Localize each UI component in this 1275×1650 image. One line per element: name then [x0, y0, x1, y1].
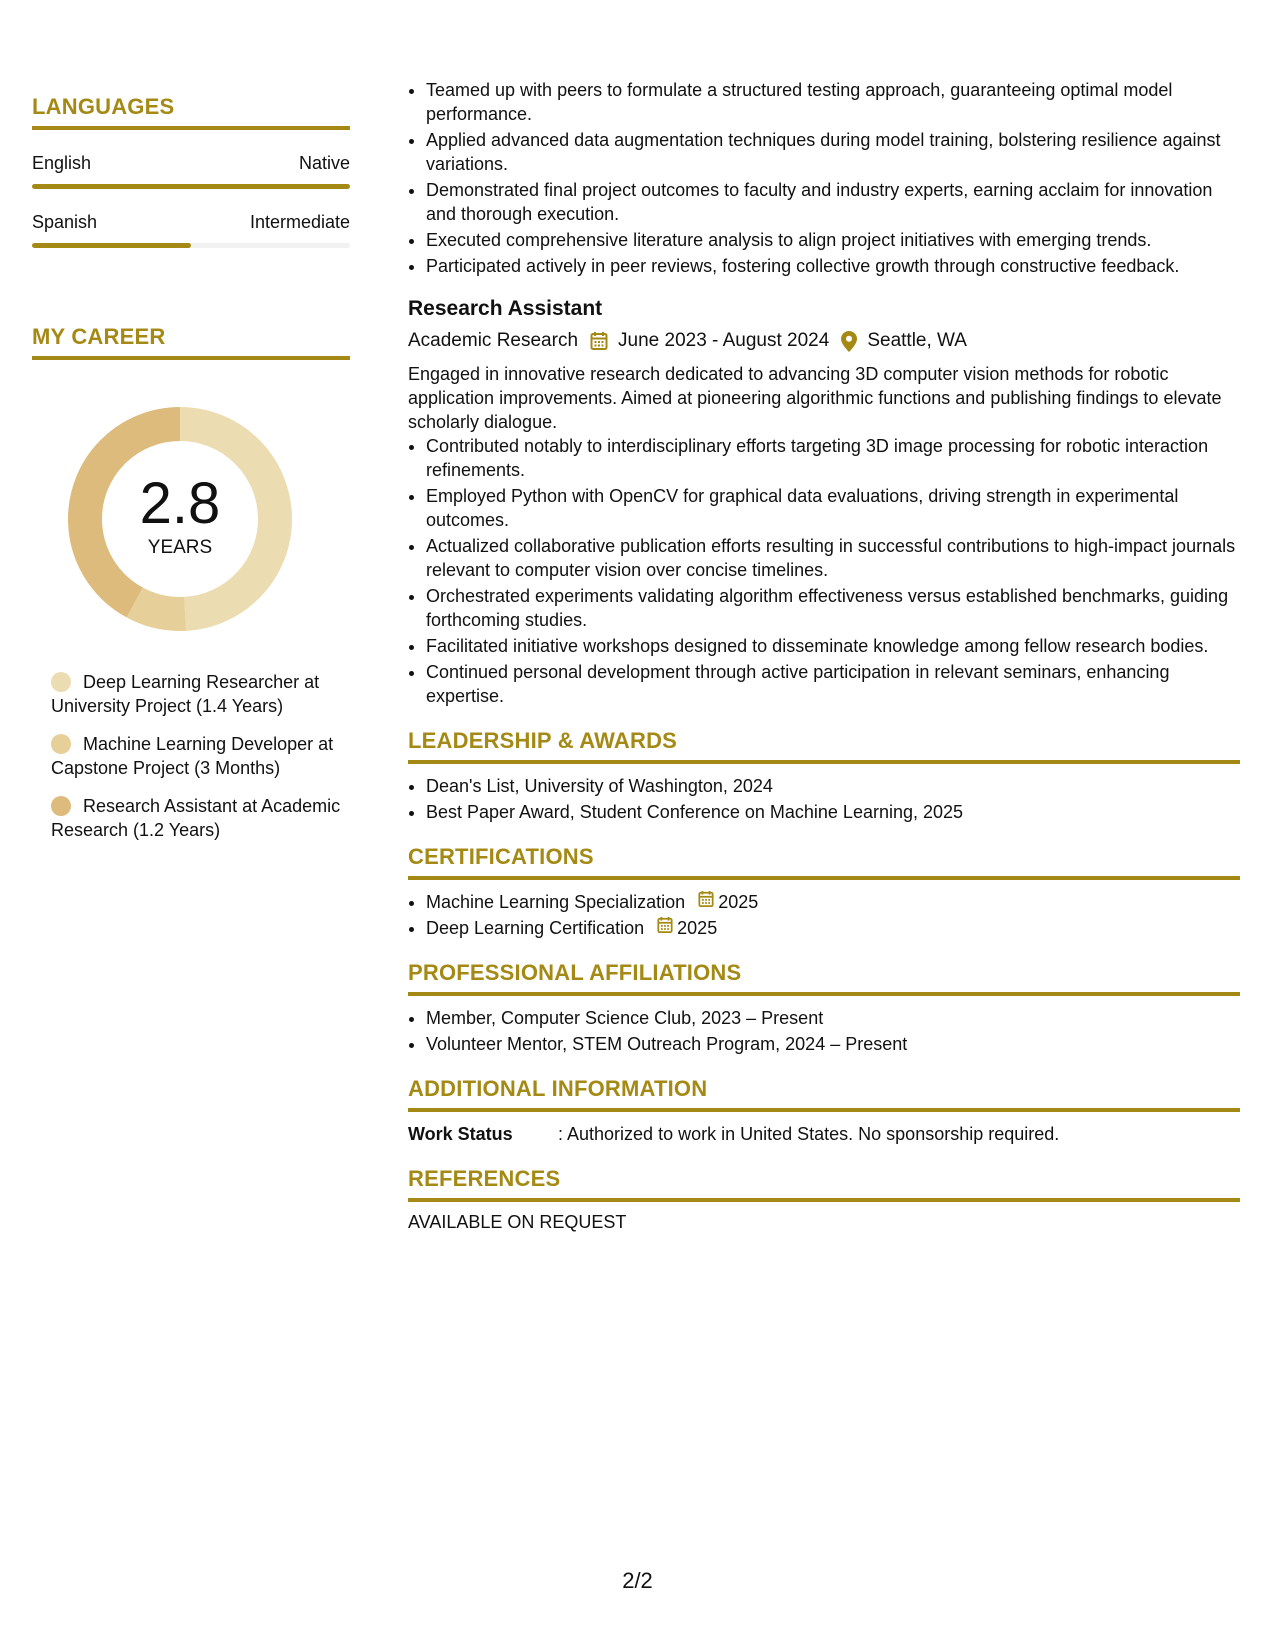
list-item: • Participated actively in peer reviews, fostering collective growth through constructive feedback. [426, 254, 1240, 278]
work-status-value: : Authorized to work in United States. No sponsorship required. [558, 1124, 1060, 1144]
calendar-icon [590, 331, 608, 351]
legend-label: Research Assistant at Academic Research (1.2 Years) [51, 796, 341, 840]
list-item: • Contributed notably to interdisciplinary efforts targeting 3D image processing for robotic interaction refinements. [426, 434, 1240, 482]
job-dates: June 2023 - August 2024 [618, 330, 830, 351]
language-proficiency-bar [32, 243, 350, 248]
list-item: • Continued personal development through active participation in relevant seminars, enhancing expertise. [426, 660, 1240, 708]
affiliations-section [408, 960, 1240, 1056]
list-item [426, 890, 1240, 914]
list-item: • Demonstrated final project outcomes to faculty and industry experts, earning acclaim for innovation and thorough execution. [426, 178, 1240, 226]
left-column [32, 94, 350, 856]
languages-heading: LANGUAGES [32, 94, 350, 130]
references-text: AVAILABLE ON REQUEST [408, 1212, 627, 1232]
career-total-unit: YEARS [147, 537, 213, 558]
career-legend [51, 670, 341, 842]
map-pin-icon [841, 331, 857, 352]
list-item: • Best Paper Award, Student Conference on Machine Learning, 2025 [426, 800, 1240, 824]
career-legend-item [51, 670, 341, 718]
list-item: • Executed comprehensive literature analysis to align project initiatives with emerging trends. [426, 228, 1240, 252]
career-heading: MY CAREER [32, 324, 350, 360]
job-title: Research Assistant [408, 297, 603, 320]
job-meta [408, 328, 1240, 354]
certification-year: 2025 [677, 918, 718, 938]
legend-label: Machine Learning Developer at Capstone Project (3 Months) [51, 734, 334, 778]
list-item: • Facilitated initiative workshops designed to disseminate knowledge among fellow research bodies. [426, 634, 1240, 658]
language-proficiency-bar [32, 184, 350, 189]
career-legend-item [51, 794, 341, 842]
list-item: • Member, Computer Science Club, 2023 – Present [426, 1006, 1240, 1030]
list-item: • Employed Python with OpenCV for graphical data evaluations, driving strength in experimental outcomes. [426, 484, 1240, 532]
work-status-row [408, 1122, 1240, 1146]
experience-continued-bullets [408, 78, 1240, 278]
language-list [32, 152, 350, 248]
references-section [408, 1166, 1240, 1233]
list-item: • Teamed up with peers to formulate a structured testing approach, guaranteeing optimal model performance. [426, 78, 1240, 126]
certification-name: Machine Learning Specialization [426, 892, 686, 912]
leadership-heading: LEADERSHIP & AWARDS [408, 728, 1240, 764]
career-total-value: 2.8 [139, 471, 221, 536]
legend-dot [51, 734, 71, 754]
career-legend-item [51, 732, 341, 780]
legend-dot [51, 672, 71, 692]
language-level: Native [298, 153, 350, 173]
references-heading: REFERENCES [408, 1166, 1240, 1202]
list-item [426, 916, 1240, 940]
list-item: • Dean's List, University of Washington, 2024 [426, 774, 1240, 798]
list-item: • Applied advanced data augmentation techniques during model training, bolstering resilience against variations. [426, 128, 1240, 176]
language-item-spanish [32, 211, 350, 248]
career-donut-chart [65, 404, 295, 634]
list-item: • Orchestrated experiments validating algorithm effectiveness versus established benchmarks, guiding forthcoming studies. [426, 584, 1240, 632]
additional-section [408, 1076, 1240, 1146]
language-item-english [32, 152, 350, 189]
language-name: English [32, 153, 92, 173]
job-organization: Academic Research [408, 330, 579, 351]
language-name: Spanish [32, 212, 98, 232]
affiliations-heading: PROFESSIONAL AFFILIATIONS [408, 960, 1240, 996]
language-proficiency-fill [32, 243, 191, 248]
right-column [408, 78, 1240, 1233]
legend-label: Deep Learning Researcher at University Project (1.4 Years) [51, 672, 320, 716]
list-item: • Actualized collaborative publication efforts resulting in successful contributions to high-impact journals relevant to computer vision over concise timelines. [426, 534, 1240, 582]
job-entry-research-assistant [408, 296, 1240, 708]
language-level: Intermediate [249, 212, 350, 232]
calendar-icon [698, 890, 718, 914]
leadership-section [408, 728, 1240, 824]
legend-dot [51, 796, 71, 816]
job-bullets [408, 434, 1240, 708]
work-status-label: Work Status [408, 1124, 513, 1144]
certifications-section [408, 844, 1240, 940]
certification-name: Deep Learning Certification [426, 918, 645, 938]
additional-heading: ADDITIONAL INFORMATION [408, 1076, 1240, 1112]
certifications-heading: CERTIFICATIONS [408, 844, 1240, 880]
job-description: Engaged in innovative research dedicated to advancing 3D computer vision methods for robotic application improvements. Aimed at pioneering algorithmic functions and publishing findings to elevate scholarly dialogue. [408, 364, 1222, 432]
job-location: Seattle, WA [867, 330, 967, 351]
page-number: 2/2 [622, 1568, 653, 1593]
calendar-icon [657, 916, 677, 940]
certification-year: 2025 [718, 892, 759, 912]
language-proficiency-fill [32, 184, 350, 189]
list-item: • Volunteer Mentor, STEM Outreach Program, 2024 – Present [426, 1032, 1240, 1056]
